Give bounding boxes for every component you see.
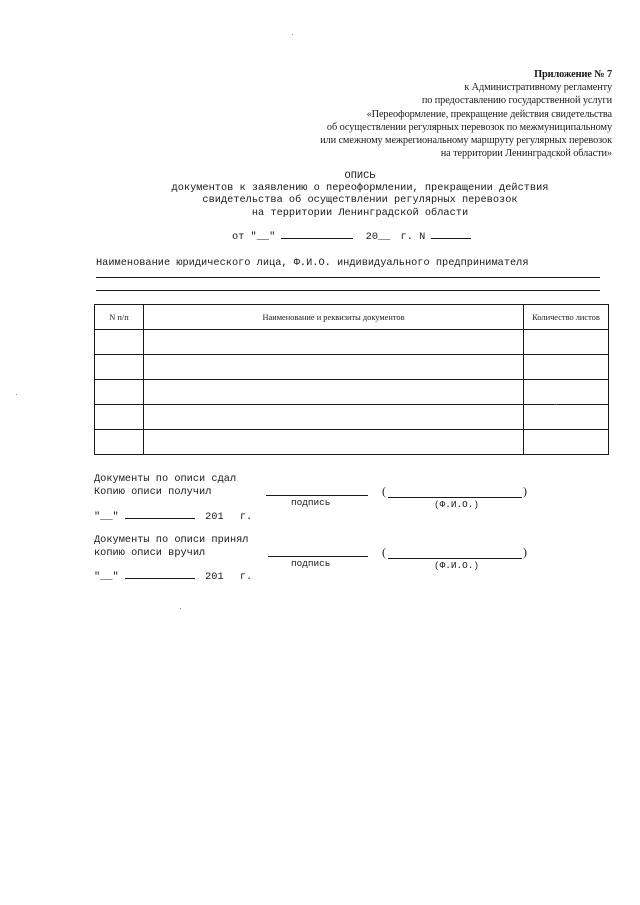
appendix-line: на территории Ленинградской области» — [440, 148, 612, 160]
date-line-1 — [94, 509, 252, 524]
cell — [524, 380, 609, 405]
date-line — [232, 229, 471, 243]
cell — [144, 405, 524, 430]
date-line-2 — [94, 569, 252, 584]
month-blank — [125, 569, 195, 579]
fio-line — [388, 558, 522, 559]
date-suffix: г. N — [400, 231, 426, 243]
table-row — [95, 355, 609, 380]
signature-caption: подпись — [291, 558, 331, 569]
open-paren: ( — [382, 545, 386, 559]
date-year: 20__ — [365, 231, 391, 243]
org-name-label: Наименование юридического лица, Ф.И.О. индивидуального предпринимателя — [96, 257, 529, 269]
documents-table — [94, 304, 609, 455]
open-paren: ( — [382, 484, 386, 498]
year-suffix: г. — [239, 511, 253, 523]
table-row — [95, 380, 609, 405]
appendix-line: к Административному регламенту — [464, 82, 612, 94]
month-blank — [125, 509, 195, 519]
signature-line — [268, 556, 368, 557]
org-name-line — [96, 290, 600, 291]
cell — [144, 430, 524, 455]
scan-speck — [16, 394, 17, 395]
cell — [95, 380, 144, 405]
fio-caption: (Ф.И.О.) — [434, 560, 480, 571]
quote-day: "__" — [94, 571, 119, 583]
title-line: документов к заявлению о переоформлении, прекращении действия — [171, 182, 549, 195]
handed-over-label: Документы по описи сдал — [94, 473, 237, 485]
close-paren: ) — [523, 484, 527, 498]
appendix-line: «Переоформление, прекращение действия свидетельства — [366, 108, 612, 120]
number-blank — [431, 229, 471, 239]
date-prefix: от "__" — [232, 231, 276, 243]
cell — [144, 355, 524, 380]
title-line: на территории Ленинградской области — [251, 206, 469, 219]
year-suffix: г. — [239, 571, 253, 583]
document-title — [100, 170, 620, 219]
year-201: 201 — [205, 571, 224, 583]
table-row — [95, 330, 609, 355]
table-header-row — [95, 305, 609, 330]
fio-line — [388, 497, 522, 498]
col-header-number: N п/п — [95, 305, 144, 330]
title-line: свидетельства об осуществлении регулярных перевозок — [202, 194, 518, 207]
handed-over-block — [94, 473, 236, 498]
close-paren: ) — [523, 545, 527, 559]
cell — [524, 430, 609, 455]
appendix-line: или смежному межрегиональному маршруту регулярных перевозок — [320, 135, 612, 147]
col-header-pages: Количество листов — [524, 305, 609, 330]
cell — [524, 330, 609, 355]
quote-day: "__" — [94, 511, 119, 523]
signature-caption: подпись — [291, 497, 331, 508]
year-201: 201 — [205, 511, 224, 523]
signature-line — [266, 495, 368, 496]
appendix-line: по предоставлению государственной услуги — [421, 95, 612, 107]
cell — [524, 405, 609, 430]
table-row — [95, 430, 609, 455]
accepted-label: Документы по описи принял — [94, 534, 249, 546]
scan-speck — [292, 34, 293, 35]
cell — [95, 355, 144, 380]
appendix-header — [252, 68, 612, 160]
month-blank — [281, 229, 353, 239]
cell — [95, 330, 144, 355]
cell — [95, 430, 144, 455]
cell — [144, 380, 524, 405]
org-name-line — [96, 277, 600, 278]
title-heading: ОПИСЬ — [344, 170, 376, 182]
scan-speck — [180, 608, 181, 609]
scan-speck — [556, 404, 557, 405]
appendix-line: об осуществлении регулярных перевозок по межмуниципальному — [326, 121, 612, 133]
copy-handed-label: копию описи вручил — [94, 546, 206, 559]
cell — [144, 330, 524, 355]
table-row — [95, 405, 609, 430]
accepted-block — [94, 534, 248, 559]
cell — [524, 355, 609, 380]
col-header-document: Наименование и реквизиты документов — [144, 305, 524, 330]
fio-caption: (Ф.И.О.) — [434, 499, 480, 510]
cell — [95, 405, 144, 430]
appendix-line: Приложение № 7 — [534, 69, 612, 80]
copy-received-label: Копию описи получил — [94, 485, 212, 498]
